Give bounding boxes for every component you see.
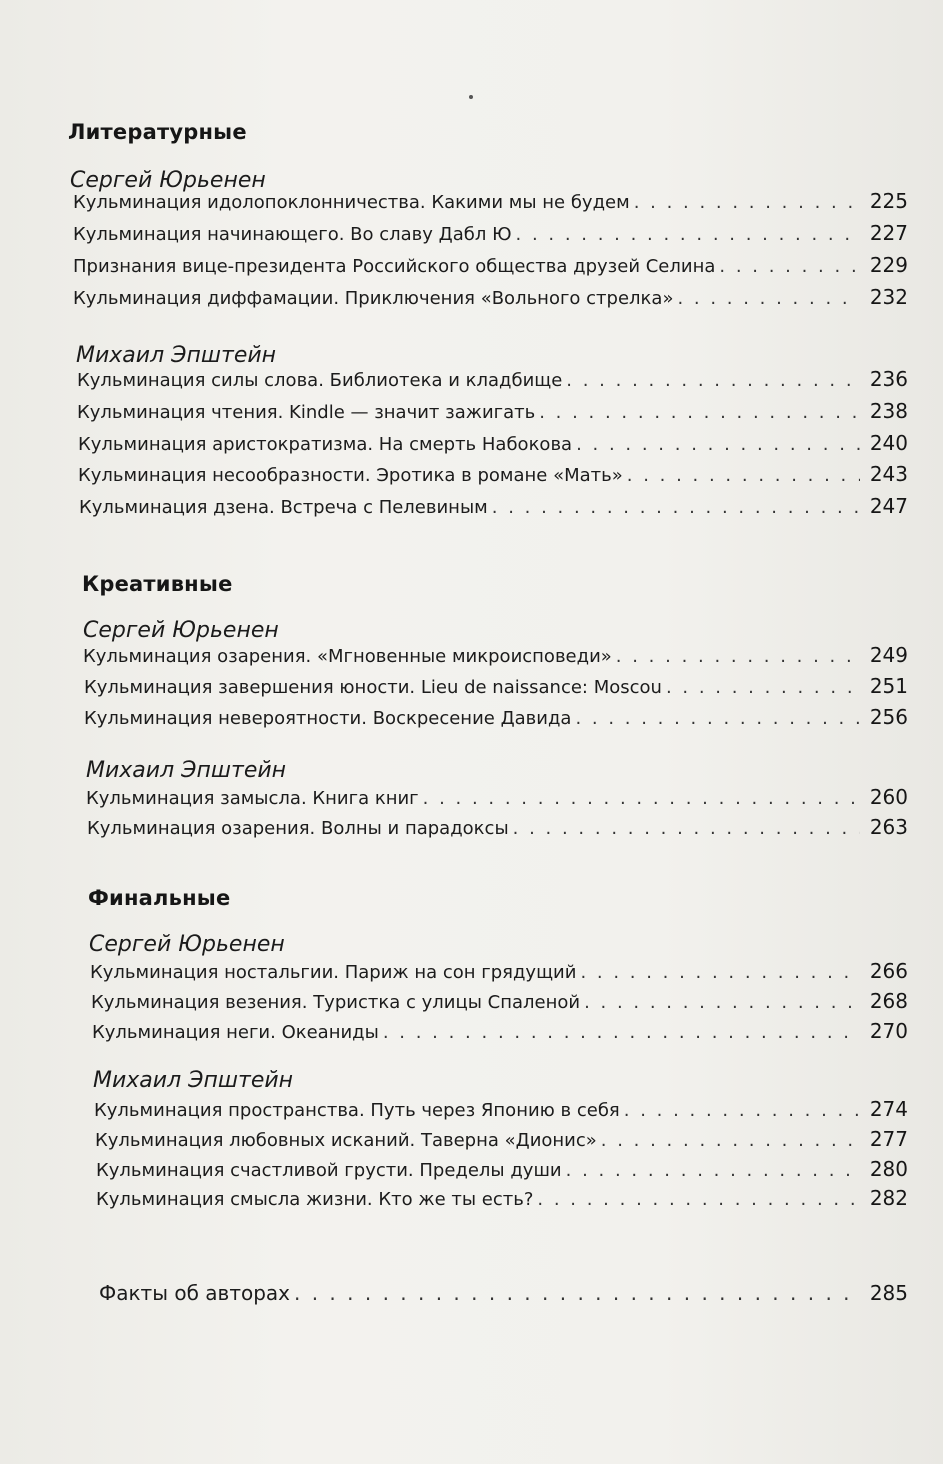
section-title-final: Финальные [88, 886, 231, 910]
dot-leader [575, 704, 859, 734]
entry-page: 243 [869, 462, 908, 486]
toc-entry [77, 364, 908, 394]
entry-page: 266 [869, 959, 908, 983]
dot-leader [566, 1156, 860, 1186]
entry-page: 249 [869, 643, 908, 667]
entry-page: 238 [869, 399, 908, 423]
dot-leader [513, 814, 860, 844]
dot-leader [516, 220, 860, 250]
toc-entry [78, 428, 908, 458]
entry-page: 277 [869, 1127, 908, 1151]
dot-leader [566, 366, 860, 396]
toc-entry [73, 186, 908, 216]
entry-title: Кульминация замысла. Книга книг [86, 788, 419, 809]
entry-page: 268 [869, 989, 908, 1013]
entry-title: Признания вице-президента Российского общества друзей Селина [73, 256, 716, 277]
entry-title: Кульминация несообразности. Эротика в романе «Мать» [78, 465, 623, 486]
entry-page: 270 [869, 1019, 908, 1043]
entry-title: Кульминация пространства. Путь через Японию в себя [94, 1100, 620, 1121]
entry-page: 285 [869, 1281, 908, 1305]
dot-leader [537, 1185, 859, 1215]
entry-page: 225 [869, 189, 908, 213]
section-title-creative: Креативные [82, 572, 233, 596]
author-heading: Михаил Эпштейн [86, 758, 287, 783]
entry-page: 274 [869, 1097, 908, 1121]
entry-title: Кульминация невероятности. Воскресение Давида [84, 708, 572, 729]
entry-title: Кульминация смысла жизни. Кто же ты есть? [96, 1189, 534, 1210]
entry-title: Кульминация завершения юности. Lieu de naissance: Moscou [84, 677, 662, 698]
entry-title: Кульминация идолопоклонничества. Какими мы не будем [73, 192, 630, 213]
entry-title: Кульминация везения. Туристка с улицы Спаленой [91, 992, 581, 1013]
toc-entry [92, 1016, 908, 1046]
toc-entry [73, 250, 908, 280]
dot-leader [294, 1278, 860, 1308]
entry-page: 229 [869, 253, 908, 277]
dot-leader [624, 1096, 860, 1126]
dot-leader [383, 1018, 860, 1048]
entry-title: Кульминация ностальгии. Париж на сон грядущий [90, 962, 577, 983]
dot-leader [719, 252, 859, 282]
entry-title: Кульминация счастливой грусти. Пределы души [96, 1160, 562, 1181]
entry-title: Кульминация любовных исканий. Таверна «Дионис» [95, 1130, 597, 1151]
entry-page: 247 [869, 494, 908, 518]
entry-page: 232 [869, 285, 908, 309]
author-heading: Михаил Эпштейн [93, 1068, 294, 1093]
entry-page: 282 [869, 1186, 908, 1210]
entry-title: Кульминация начинающего. Во славу Дабл Ю [73, 224, 512, 245]
dot-leader [677, 284, 859, 314]
dot-leader [627, 461, 860, 491]
entry-title: Кульминация аристократизма. На смерть Набокова [78, 434, 573, 455]
dot-leader [492, 493, 860, 523]
toc-entry [84, 702, 908, 732]
entry-title: Кульминация озарения. Волны и парадоксы [87, 818, 509, 839]
toc-entry [94, 1094, 908, 1124]
author-heading: Михаил Эпштейн [76, 343, 277, 368]
dot-leader [423, 784, 860, 814]
entry-page: 251 [869, 674, 908, 698]
entry-title: Кульминация дзена. Встреча с Пелевиным [79, 497, 488, 518]
dot-leader [580, 958, 859, 988]
toc-entry [95, 1124, 908, 1154]
page-speck [469, 95, 473, 99]
entry-title: Факты об авторах [99, 1281, 290, 1305]
toc-entry-authors-facts [99, 1278, 908, 1308]
entry-page: 280 [869, 1157, 908, 1181]
toc-entry [84, 671, 908, 701]
entry-title: Кульминация неги. Океаниды [92, 1022, 379, 1043]
entry-title: Кульминация озарения. «Мгновенные микроисповеди» [83, 646, 612, 667]
entry-title: Кульминация диффамации. Приключения «Вольного стрелка» [73, 288, 674, 309]
author-heading: Сергей Юрьенен [89, 932, 285, 957]
toc-entry [87, 812, 908, 842]
dot-leader [666, 673, 860, 703]
entry-title: Кульминация чтения. Kindle — значит зажигать [77, 402, 536, 423]
section-title-literary: Литературные [68, 120, 247, 144]
toc-entry [77, 396, 908, 426]
toc-entry [83, 640, 908, 670]
toc-entry [90, 956, 908, 986]
dot-leader [601, 1126, 860, 1156]
dot-leader [584, 988, 860, 1018]
entry-title: Кульминация силы слова. Библиотека и кладбище [77, 370, 563, 391]
dot-leader [634, 188, 860, 218]
toc-entry [79, 491, 908, 521]
entry-page: 263 [869, 815, 908, 839]
toc-entry [78, 459, 908, 489]
toc-entry [73, 218, 908, 248]
entry-page: 260 [869, 785, 908, 809]
entry-page: 256 [869, 705, 908, 729]
author-heading: Сергей Юрьенен [83, 618, 279, 643]
toc-entry [86, 782, 908, 812]
dot-leader [576, 430, 860, 460]
toc-entry [96, 1154, 908, 1184]
toc-entry [73, 282, 908, 312]
dot-leader [539, 398, 860, 428]
dot-leader [616, 642, 860, 672]
entry-page: 240 [869, 431, 908, 455]
toc-entry [91, 986, 908, 1016]
entry-page: 227 [869, 221, 908, 245]
toc-entry [96, 1183, 908, 1213]
author-heading: Сергей Юрьенен [70, 168, 266, 193]
entry-page: 236 [869, 367, 908, 391]
